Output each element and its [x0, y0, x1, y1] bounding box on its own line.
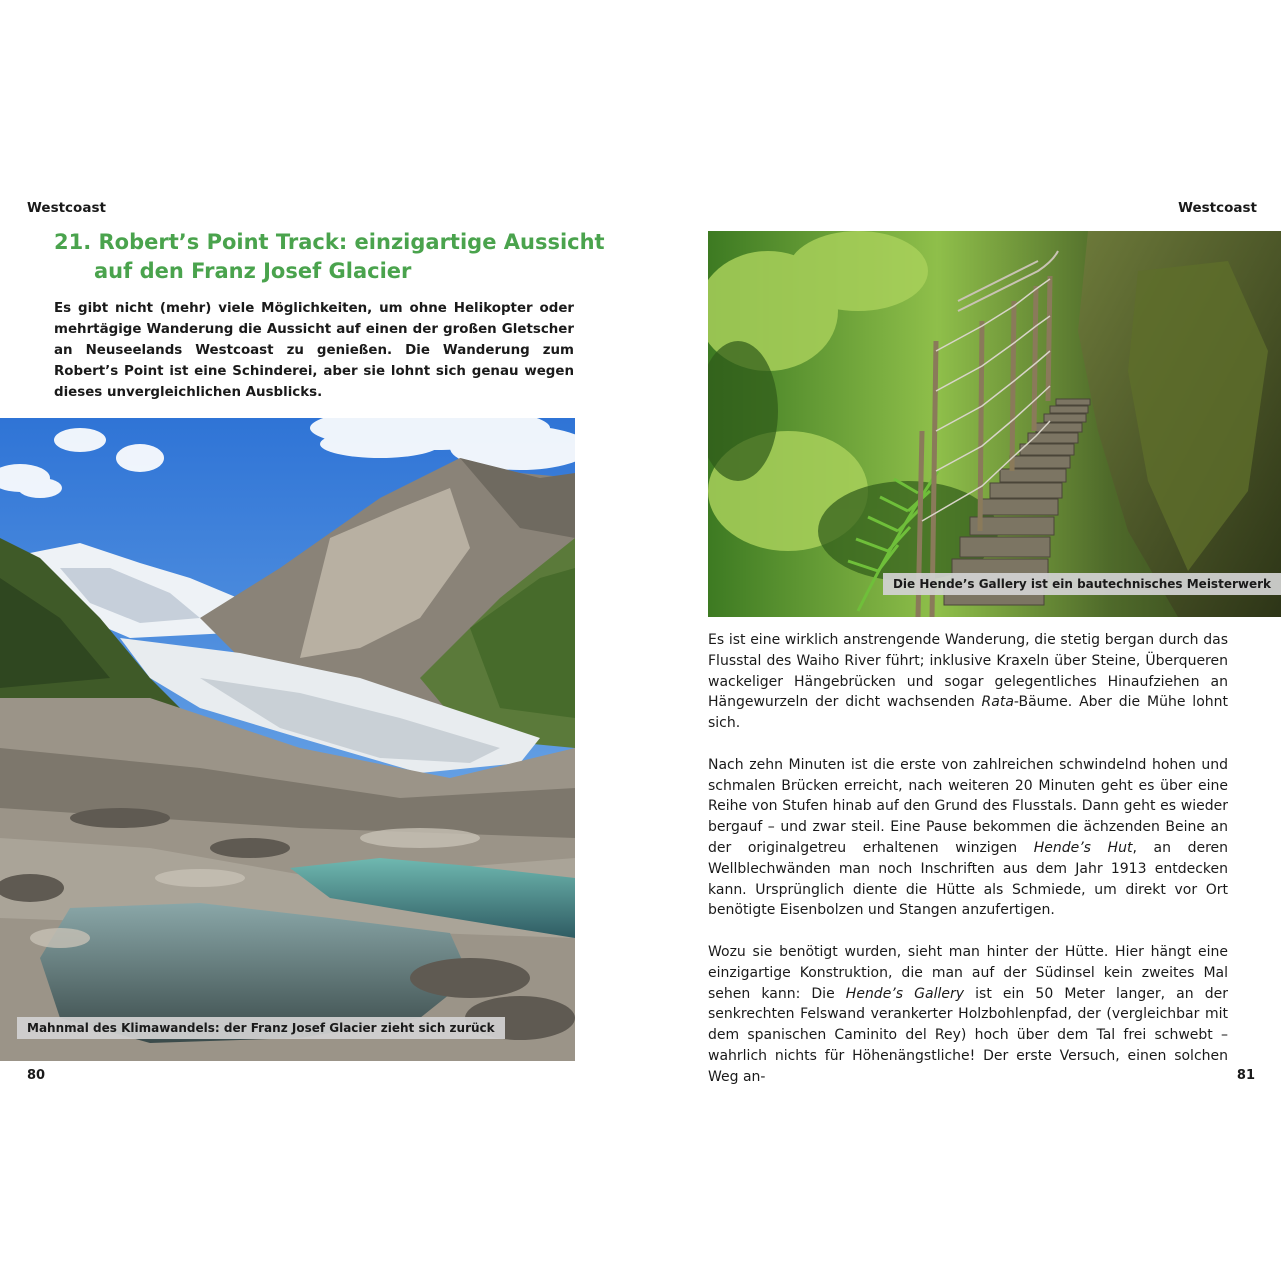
page-number: 81	[1236, 1068, 1255, 1083]
text-run: ist ein 50 Meter langer, an der senkrechten Felswand verankerter Holzbohlenpfad, der (vergleichbar mit dem spanischen Caminito del Rey) hoch über dem Tal frei schwebt – wahrlich nichts für Höhenängstliche! Der erste Versuch, einen solchen Weg an-	[708, 985, 1228, 1085]
page-number: 80	[27, 1068, 46, 1083]
stairway-forest-illustration	[708, 231, 1281, 617]
text-run: -Bäume. Aber die Mühe lohnt sich.	[708, 694, 1228, 732]
italic-term: Hende’s Gallery	[845, 985, 965, 1002]
body-paragraph-3	[708, 942, 1228, 1088]
glacier-photo	[0, 418, 575, 1061]
text-run: Nach zehn Minuten ist die erste von zahlreichen schwindelnd hohen und schmalen Brücken erreicht, nach weiteren 20 Minuten geht es über eine Reihe von Stufen hinab auf den Grund des Flusstals. Dann geht es wieder bergauf – und zwar steil. Eine Pause bekommen die ächzenden Beine an der originalgetreu erhaltenen winzigen	[708, 756, 1228, 856]
body-paragraph-2	[708, 755, 1228, 921]
text-run: Es ist eine wirklich anstrengende Wanderung, die stetig bergan durch das Flusstal des Waiho River führt; inklusive Kraxeln über Steine, Überqueren wackeliger Hängebrücken und sogar gelegentliches Hinaufziehen an Hängewurzeln der dicht wachsenden	[708, 632, 1228, 711]
body-paragraph-1	[708, 630, 1228, 734]
gallery-photo	[708, 231, 1281, 617]
running-head: Westcoast	[1178, 200, 1257, 216]
right-page	[640, 0, 1281, 1281]
glacier-photo-caption: Mahnmal des Klimawandels: der Franz Josef Glacier zieht sich zurück	[17, 1017, 505, 1039]
italic-term: Hende’s Hut	[1033, 839, 1133, 856]
chapter-title-line2: auf den Franz Josef Glacier	[94, 259, 412, 283]
chapter-title	[54, 228, 614, 286]
glacier-landscape-illustration	[0, 418, 575, 1061]
running-head: Westcoast	[27, 200, 106, 216]
chapter-number: 21.	[54, 230, 92, 254]
lead-paragraph: Es gibt nicht (mehr) viele Möglichkeiten, um ohne Helikopter oder mehrtägige Wanderung die Aussicht auf einen der großen Gletscher an Neuseelands Westcoast zu genießen. Die Wanderung zum Robert’s Point ist eine Schinderei, aber sie lohnt sich genau wegen dieses unvergleichlichen Ausblicks.	[54, 301, 574, 400]
chapter-title-line1: Robert’s Point Track: einzigartige Aussicht	[98, 230, 605, 254]
body-text	[708, 630, 1228, 1108]
gallery-photo-caption: Die Hende’s Gallery ist ein bautechnisches Meisterwerk	[883, 573, 1281, 595]
text-run: , an deren Wellblechwänden man noch Inschriften aus dem Jahr 1913 entdecken kann. Ursprünglich diente die Hütte als Schmiede, um direkt vor Ort benötigte Eisenbolzen und Stangen anzufertigen.	[708, 839, 1228, 919]
text-run: Wozu sie benötigt wurden, sieht man hinter der Hütte. Hier hängt eine einzigartige Konstruktion, die man auf der Südinsel kein zweites Mal sehen kann: Die	[708, 943, 1228, 1002]
left-page	[0, 0, 640, 1281]
italic-term: Rata	[981, 694, 1014, 711]
